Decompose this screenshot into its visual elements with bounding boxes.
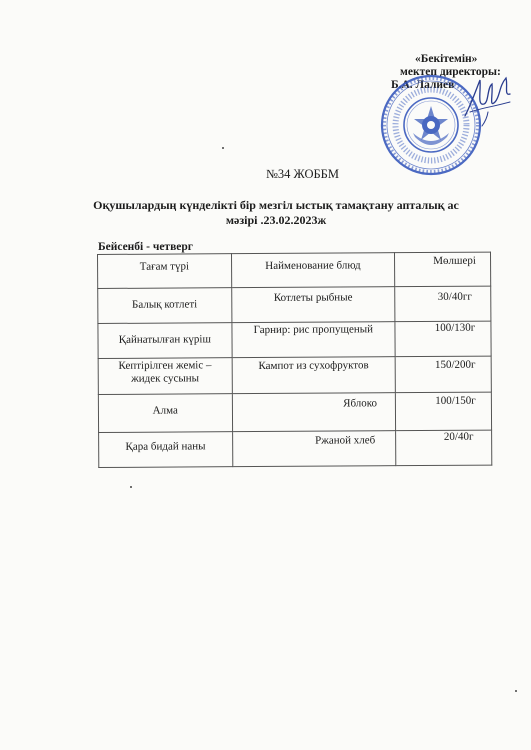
menu-title-line1: Оқушылардың күнделікті бір мезгіл ыстық тамақтану апталық ас bbox=[93, 198, 459, 212]
director-signature-icon bbox=[462, 72, 514, 128]
dish-kz: Қара бидай наны bbox=[99, 432, 233, 468]
menu-table bbox=[97, 252, 492, 468]
dish-kz: Алма bbox=[98, 394, 232, 433]
scan-speck bbox=[222, 147, 224, 149]
dish-ru: Гарнир: рис пропущеный bbox=[232, 322, 396, 358]
dish-qty: 100/150г bbox=[395, 392, 491, 431]
scan-speck bbox=[130, 486, 132, 488]
table-row bbox=[98, 392, 491, 432]
approval-heading: «Бекітемін» bbox=[415, 53, 478, 65]
dish-qty: 30/40гг bbox=[395, 286, 491, 322]
dish-kz: Кептірілген жеміс – жидек сусыны bbox=[98, 358, 232, 395]
dish-kz: Балық котлеті bbox=[98, 288, 232, 324]
dish-qty: 20/40г bbox=[396, 430, 492, 466]
school-name: №34 ЖОББМ bbox=[266, 167, 339, 181]
table-row bbox=[98, 321, 491, 358]
dish-kz: Қайнатылған күріш bbox=[98, 323, 232, 359]
header-dish-name: Найменование блюд bbox=[231, 253, 395, 288]
dish-qty: 150/200г bbox=[395, 356, 491, 393]
dish-ru: Ржаной хлеб bbox=[232, 431, 396, 467]
table-row bbox=[98, 286, 491, 323]
menu-title bbox=[80, 198, 472, 228]
table-row bbox=[99, 430, 492, 467]
dish-ru: Яблоко bbox=[232, 393, 396, 432]
table-header-row bbox=[98, 252, 491, 288]
dish-ru: Котлеты рыбные bbox=[231, 287, 395, 323]
dish-qty: 100/130г bbox=[395, 321, 491, 357]
approval-director-name: Б.А. Лалиев bbox=[391, 79, 455, 91]
menu-title-line2: мәзірі .23.02.2023ж bbox=[225, 213, 327, 227]
table-row bbox=[98, 356, 491, 394]
dish-ru: Кампот из сухофруктов bbox=[232, 357, 396, 394]
header-quantity: Мөлшері bbox=[395, 252, 491, 287]
header-dish-type: Тағам түрі bbox=[98, 254, 232, 289]
day-of-week: Бейсенбі - четверг bbox=[98, 241, 194, 253]
scan-speck bbox=[515, 690, 517, 692]
approval-position: мектеп директоры: bbox=[400, 66, 501, 78]
